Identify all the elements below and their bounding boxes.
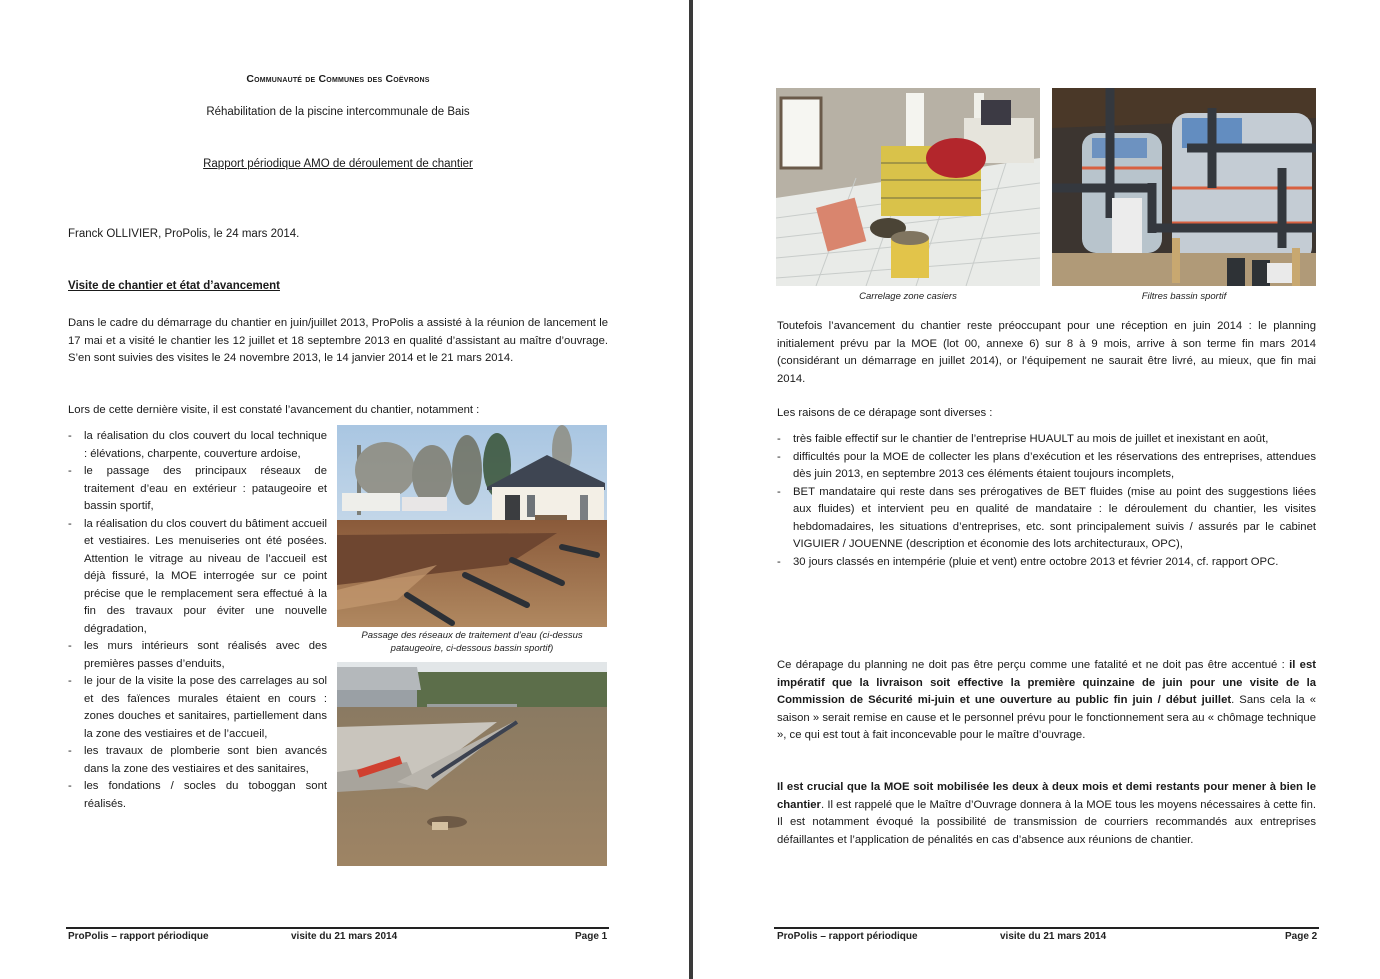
site-networks-bassin-sportif-photo: [337, 662, 607, 866]
footer-rule: [774, 927, 1319, 929]
project-title: Réhabilitation de la piscine intercommunale de Bais: [206, 106, 470, 118]
footer-page-number: Page 2: [1285, 931, 1318, 942]
list-item: - très faible effectif sur le chantier de l’entreprise HUAULT au mois de juillet et inexistant en août,: [777, 431, 1316, 449]
page-2: [693, 0, 1380, 979]
footer-left: ProPolis – rapport périodique: [777, 931, 918, 942]
list-item: - le passage des principaux réseaux de traitement d’eau en extérieur : pataugeoire et bassin sportif,: [68, 463, 327, 516]
text-run: . Sans cela la « saison » serait remise en cause et le personnel prévu pour le fonctionnement sera au « chômage technique », ce qui est tout à fait inconcevable pour le maître d’ouvrage.: [777, 694, 1316, 741]
list-item: - difficultés pour la MOE de collecter les plans d’exécution et les réservations des entreprises, attendues dès juin 2013, en septembre 2013 ces éléments étaient toujours incomplets,: [777, 449, 1316, 484]
reasons-intro: Les raisons de ce dérapage sont diverses :: [777, 407, 993, 419]
report-title: [68, 158, 608, 170]
section-title: Visite de chantier et état d’avancement: [68, 280, 280, 292]
site-networks-pataugeoire-photo: [337, 425, 607, 627]
reasons-list: [777, 431, 1316, 571]
organization-header: Communauté de Communes des Coëvrons: [246, 73, 430, 85]
progress-intro: Lors de cette dernière visite, il est constaté l’avancement du chantier, notamment :: [68, 404, 480, 416]
intro-paragraph: Dans le cadre du démarrage du chantier en juin/juillet 2013, ProPolis a assisté à la réunion de lancement le 17 mai et a visité le chantier les 12 juillet et 18 septembre 2013 en qualité d’assistant au maître d’ouvrage. S’en sont suivies des visites le 24 novembre 2013, le 14 janvier 2014 et le 21 mars 2014.: [68, 317, 608, 364]
list-item: - le jour de la visite la pose des carrelages au sol et des faïences murales étaient en cours : zones douches et sanitaires, partiellement dans la zone des vestiaires et de l’accueil,: [68, 673, 327, 743]
footer-page-number: Page 1: [575, 931, 608, 942]
list-item: - la réalisation du clos couvert du local technique : élévations, charpente, couverture ardoise,: [68, 428, 327, 463]
list-item: - la réalisation du clos couvert du bâtiment accueil et vestiaires. Les menuiseries ont été posées. Attention le vitrage au niveau de l’accueil est déjà fissuré, la MOE interrogée sur ce point précise que le remplacement sera effectué à la fin des travaux pour éviter une nouvelle dégradation,: [68, 516, 327, 639]
deadline-paragraph: [777, 657, 1316, 745]
photo-caption: Filtres bassin sportif: [1141, 291, 1227, 302]
photo-image: [1052, 88, 1316, 286]
photo-image: [337, 425, 607, 627]
list-item: - les travaux de plomberie sont bien avancés dans la zone des vestiaires et des sanitaires,: [68, 743, 327, 778]
mobilisation-paragraph: [777, 779, 1316, 849]
photo-image: [337, 662, 607, 866]
list-item: - les fondations / socles du toboggan sont réalisés.: [68, 778, 327, 813]
footer-rule: [66, 927, 609, 929]
emphasis-run: Il est crucial que la MOE soit mobilisée les deux à deux mois et demi restants pour mener à bien le chantier: [777, 781, 1316, 811]
page-1: [0, 0, 689, 979]
list-item: - les murs intérieurs sont réalisés avec des premières passes d’enduits,: [68, 638, 327, 673]
text-run: . Il est rappelé que le Maître d’Ouvrage donnera à la MOE tous les moyens nécessaires à cette fin. Il est notamment évoqué la possibilité de transmission de courriers recommandés aux entreprises défaillantes et l’application de pénalités en cas d’absence aux réunions de chantier.: [777, 798, 1316, 846]
schedule-paragraph: Toutefois l’avancement du chantier reste préoccupant pour une réception en juin 2014 : le planning initialement prévu par la MOE (lot 00, annexe 6) sur 8 à 9 mois, arrive à son terme fin mars 2014 (considérant un démarrage en juillet 2014), or l’équipement ne saurait être livré, au mieux, que fin mai 2014.: [777, 320, 1316, 385]
list-item: - 30 jours classés en intempérie (pluie et vent) entre octobre 2013 et février 2014, cf. rapport OPC.: [777, 554, 1316, 572]
footer-center: visite du 21 mars 2014: [291, 931, 398, 942]
photo-image: [776, 88, 1040, 286]
progress-list: [68, 428, 327, 813]
pool-filters-photo: [1052, 88, 1316, 286]
list-item: - BET mandataire qui reste dans ses prérogatives de BET fluides (mise au point des suggestions liées aux fluides) et intervient peu en qualité de mandataire : le déroulement du chantier, les visites hebdomadaires, les situations d’entreprises, etc. sont principalement suivis / assurés par le cabinet VIGUIER / JOUENNE (description et économie des lots architecturaux, OPC),: [777, 484, 1316, 554]
tiling-lockers-photo: [776, 88, 1040, 286]
text-run: Ce dérapage du planning ne doit pas être perçu comme une fatalité et ne doit pas être accentué :: [777, 659, 1290, 671]
emphasis-run: il est impératif que la livraison soit effective la première quinzaine de juin pour une visite de la Commission de Sécurité mi-juin et une ouverture au public fin juin / début juillet: [777, 659, 1316, 706]
footer-left: ProPolis – rapport périodique: [68, 931, 209, 942]
footer-center: visite du 21 mars 2014: [1000, 931, 1107, 942]
photo-caption: Carrelage zone casiers: [859, 291, 957, 302]
report-title-text: Rapport périodique AMO de déroulement de chantier: [203, 158, 473, 170]
photo-caption: Passage des réseaux de traitement d’eau (ci-dessus pataugeoire, ci-dessous bassin sportif): [361, 630, 583, 654]
author-line: Franck OLLIVIER, ProPolis, le 24 mars 2014.: [68, 228, 300, 240]
